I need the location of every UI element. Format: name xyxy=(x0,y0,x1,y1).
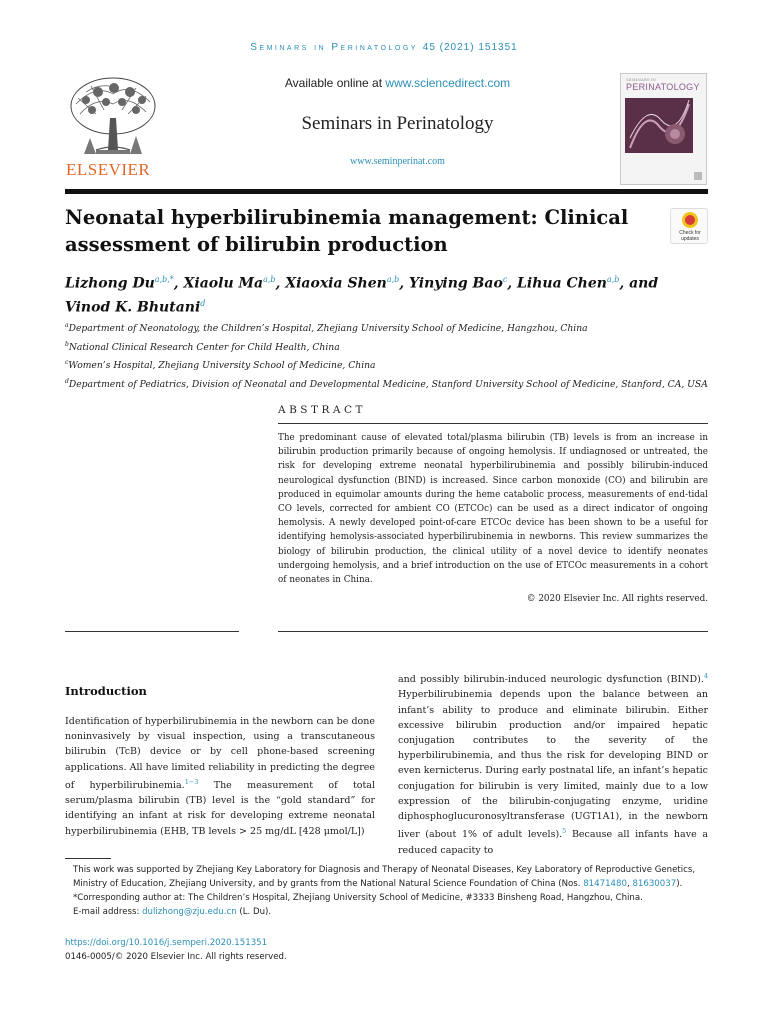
journal-url-link[interactable]: www.seminperinat.com xyxy=(350,156,445,167)
issn-copyright: 0146-0005/© 2020 Elsevier Inc. All rights reserved. xyxy=(65,952,287,962)
available-online xyxy=(185,76,610,90)
crossmark-label-line2: updates xyxy=(681,236,699,242)
doi-link[interactable]: https://doi.org/10.1016/j.semperi.2020.151351 xyxy=(65,938,268,948)
affiliation-marker: c xyxy=(65,359,69,367)
journal-cover-thumbnail xyxy=(620,73,707,185)
grant-link[interactable]: 81471480 xyxy=(583,879,627,889)
affiliation-text: Department of Neonatology, the Children’s Hospital, Zhejiang University School of Medicine, Hangzhou, China xyxy=(68,323,588,335)
cover-series: SEMINARS IN xyxy=(626,77,656,82)
author-name[interactable]: Lizhong Du xyxy=(65,275,155,292)
cover-art-icon xyxy=(625,98,693,153)
author-separator: , xyxy=(507,275,518,292)
author-name[interactable]: Lihua Chen xyxy=(517,275,607,292)
funding-footnote xyxy=(65,863,708,891)
affiliation-marker: b xyxy=(65,340,69,348)
journal-name: Seminars in Perinatology xyxy=(301,113,494,134)
abstract-copyright: © 2020 Elsevier Inc. All rights reserved. xyxy=(526,594,708,604)
citation-link[interactable]: 1−3 xyxy=(184,777,199,786)
paragraph-text: The measurement of total serum/plasma bilirubin (TB) level is the “gold standard” for identifying an infant at risk for developing extreme neonatal hyperbilirubinemia (EHB, TB levels > 25 mg/dL [428 μmol/L]) xyxy=(65,779,376,837)
author-list xyxy=(65,270,708,317)
crossmark-icon xyxy=(682,212,698,228)
author-separator: , xyxy=(275,275,286,292)
author-affil-marker[interactable]: a,b xyxy=(606,275,620,284)
author-affil-marker[interactable]: d xyxy=(200,298,206,308)
author-name[interactable]: Xiaoxia Shen xyxy=(285,275,387,292)
email-end: (L. Du). xyxy=(236,907,272,917)
author-affil-marker[interactable]: a,b xyxy=(263,275,276,284)
author-separator: , xyxy=(399,275,410,292)
affiliation-item xyxy=(65,318,708,337)
running-head-journal: Seminars in Perinatology xyxy=(250,42,418,53)
paragraph-text: Because all infants have a reduced capacity to xyxy=(398,829,708,856)
affiliations xyxy=(65,318,708,392)
paragraph-text: Identification of hyperbilirubinemia in the newborn can be done noninvasively by visual inspection, using a transcutaneous bilirubin (TcB) device or by cell phone-based screening applications. All have limited reliability in predicting the degree of hyperbilirubinemia. xyxy=(65,716,375,791)
running-head xyxy=(0,42,768,53)
footnotes xyxy=(65,863,708,919)
affiliation-item xyxy=(65,337,708,356)
affiliation-text: National Clinical Research Center for Child Health, China xyxy=(68,341,340,353)
author-affil-marker[interactable]: a,b,* xyxy=(154,275,174,284)
divider-right xyxy=(278,631,708,632)
crossmark-label xyxy=(671,230,709,242)
paragraph-text: and possibly bilirubin-induced neurologic dysfunction (BIND). xyxy=(398,674,704,686)
author-name[interactable]: Xiaolu Ma xyxy=(183,275,264,292)
abstract-rule xyxy=(278,423,708,424)
citation-link[interactable]: 5 xyxy=(562,827,567,836)
crossmark-label-line1: Check for xyxy=(679,230,701,236)
elsevier-wordmark: ELSEVIER xyxy=(66,160,151,179)
paragraph-text: Hyperbilirubinemia depends upon the balance between an infant’s ability to produce and eliminate bilirubin. Either excessive bilirubin production and/or impaired hepatic conjugation contributes to the severity of the hyperbilirubinemia, and thus the risk for developing BIND or even kernicterus. During early postnatal life, an infant’s hepatic conjugation for bilirubin is very limited, mainly due to a low expression of the bilirubin-conjugating enzyme, uridine diphosphoglucuronosyltransferase (UGT1A1), in the newborn liver (about 1% of adult levels). xyxy=(398,689,708,841)
sciencedirect-link[interactable]: www.sciencedirect.com xyxy=(385,76,511,90)
footnote-rule xyxy=(65,858,111,859)
author-name[interactable]: Vinod K. Bhutani xyxy=(65,299,201,316)
author-separator: , xyxy=(173,275,184,292)
author-affil-marker[interactable]: c xyxy=(502,275,508,284)
email-footnote xyxy=(65,905,708,919)
author-name[interactable]: Yinying Bao xyxy=(409,275,503,292)
affiliation-text: Women’s Hospital, Zhejiang University School of Medicine, China xyxy=(68,360,376,372)
affiliation-marker: d xyxy=(65,377,69,385)
grant-link[interactable]: 81630037 xyxy=(632,879,677,889)
body-column-left xyxy=(65,714,375,839)
abstract-heading: ABSTRACT xyxy=(278,404,367,416)
author-affil-marker[interactable]: a,b xyxy=(386,275,400,284)
affiliation-item xyxy=(65,374,708,393)
article-title: Neonatal hyperbilirubinemia management: Clinical assessment of bilirubin production xyxy=(65,206,629,256)
citation-link[interactable]: 4 xyxy=(703,672,708,680)
affiliation-marker: a xyxy=(65,322,69,329)
cover-title: PERINATOLOGY xyxy=(626,82,700,92)
funding-end: ). xyxy=(676,879,683,889)
header-rule xyxy=(65,189,708,194)
email-label: E-mail address: xyxy=(73,907,143,917)
abstract-body: The predominant cause of elevated total/plasma bilirubin (TB) levels is from an increase in bilirubin production primarily because of ongoing hemolysis. If undiagnosed or untreated, the risk for developing extreme neonatal hyperbilirubinemia and possibly bilirubin-induced neurological dysfunction (BIND) is increased. Since carbon monoxide (CO) and bilirubin are produced in equimolar amounts during the heme catabolic process, measurements of end-tidal CO levels, corrected for ambient CO (ETCOc) can be used as a direct indicator of ongoing hemolysis. A newly developed point-of-care ETCOc device has been shown to be a useful for identifying hemolysis-associated hyperbilirubinemia in newborns. This review summarizes the biology of bilirubin production, the clinical utility of a novel device to identify neonates undergoing hemolysis, and a brief introduction on the use of ETCOc measurements in a cohort of neonates in China. xyxy=(278,433,708,586)
cover-publisher-mark-icon xyxy=(694,172,702,180)
running-head-volume: 45 (2021) 151351 xyxy=(422,42,518,53)
corresponding-author-footnote: *Corresponding author at: The Children’s Hospital, Zhejiang University School of Medicine, #3333 Binsheng Road, Hangzhou, China. xyxy=(73,893,643,903)
email-link[interactable]: dulizhong@zju.edu.cn xyxy=(142,907,237,917)
affiliation-text: Department of Pediatrics, Division of Neonatal and Developmental Medicine, Stanford University School of Medicine, Stanford, CA, USA xyxy=(68,378,708,390)
divider-left xyxy=(65,631,239,632)
funding-text: This work was supported by Zhejiang Key Laboratory for Diagnosis and Therapy of Neonatal Diseases, Key Laboratory of Reproductive Genetics, Ministry of Education, Zhejiang University, and by grants from the National Natural Science Foundation of China (Nos. xyxy=(73,865,696,889)
section-heading-introduction: Introduction xyxy=(65,684,147,698)
grant-separator: , xyxy=(626,879,633,889)
crossmark-button[interactable] xyxy=(670,208,708,244)
author-separator: , and xyxy=(619,275,659,292)
body-column-right xyxy=(398,669,708,858)
available-online-label: Available online at xyxy=(284,76,386,90)
affiliation-item xyxy=(65,355,708,374)
